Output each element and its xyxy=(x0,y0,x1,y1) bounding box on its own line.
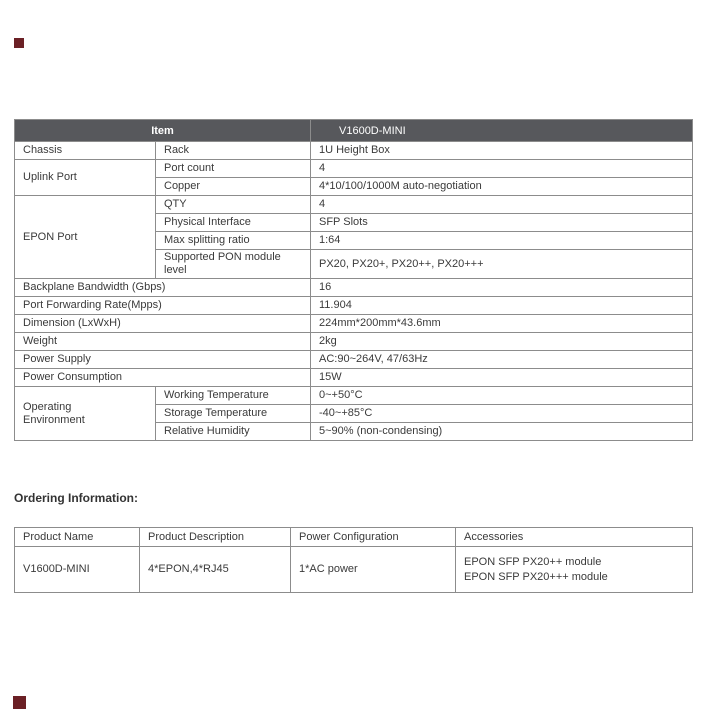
ordering-cell-accessories xyxy=(456,547,693,593)
spec-cell-category: Backplane Bandwidth (Gbps) xyxy=(15,279,311,297)
spec-cell-item: Physical Interface xyxy=(156,214,311,232)
spec-cell-value: 16 xyxy=(311,279,693,297)
ordering-table xyxy=(14,527,693,593)
ordering-header-accessories: Accessories xyxy=(456,528,693,547)
decor-mark-bottom xyxy=(13,696,26,709)
spec-cell-value: 4 xyxy=(311,196,693,214)
spec-cell-value: 5~90% (non-condensing) xyxy=(311,423,693,441)
accessory-line: EPON SFP PX20+++ module xyxy=(464,570,608,583)
spec-cell-item: QTY xyxy=(156,196,311,214)
table-row xyxy=(15,279,693,297)
spec-header-model: V1600D-MINI xyxy=(311,120,693,142)
ordering-header-product-description: Product Description xyxy=(140,528,291,547)
spec-cell-category-label: Operating Environment xyxy=(23,400,85,426)
spec-cell-value: 4 xyxy=(311,160,693,178)
table-row xyxy=(15,160,693,178)
spec-cell-value: SFP Slots xyxy=(311,214,693,232)
accessory-line: EPON SFP PX20++ module xyxy=(464,555,602,568)
spec-cell-item: Port count xyxy=(156,160,311,178)
ordering-cell-product-description: 4*EPON,4*RJ45 xyxy=(140,547,291,593)
ordering-section-title: Ordering Information: xyxy=(14,491,138,505)
spec-cell-value: 1:64 xyxy=(311,232,693,250)
spec-cell-value: AC:90~264V, 47/63Hz xyxy=(311,351,693,369)
spec-cell-value: 0~+50°C xyxy=(311,387,693,405)
spec-cell-value: 2kg xyxy=(311,333,693,351)
spec-cell-value: 4*10/100/1000M auto-negotiation xyxy=(311,178,693,196)
table-row xyxy=(15,315,693,333)
spec-cell-value: 224mm*200mm*43.6mm xyxy=(311,315,693,333)
table-row xyxy=(15,387,693,405)
spec-cell-value: -40~+85°C xyxy=(311,405,693,423)
spec-cell-item: Copper xyxy=(156,178,311,196)
spec-cell-item: Working Temperature xyxy=(156,387,311,405)
spec-cell-category xyxy=(15,387,156,441)
spec-cell-value: 11.904 xyxy=(311,297,693,315)
decor-mark-top xyxy=(14,38,24,48)
spec-cell-category: Power Consumption xyxy=(15,369,311,387)
spec-cell-category: Power Supply xyxy=(15,351,311,369)
spec-cell-value: PX20, PX20+, PX20++, PX20+++ xyxy=(311,250,693,279)
spec-cell-value: 1U Height Box xyxy=(311,142,693,160)
spec-cell-value: 15W xyxy=(311,369,693,387)
spec-table xyxy=(14,119,693,441)
ordering-header-product-name: Product Name xyxy=(15,528,140,547)
spec-header-item: Item xyxy=(15,120,311,142)
spec-header-row xyxy=(15,120,693,142)
spec-cell-category: Weight xyxy=(15,333,311,351)
table-row xyxy=(15,369,693,387)
table-row xyxy=(15,196,693,214)
spec-cell-item: Supported PON module level xyxy=(156,250,311,279)
table-row xyxy=(15,142,693,160)
spec-cell-category: Chassis xyxy=(15,142,156,160)
ordering-header-row xyxy=(15,528,693,547)
table-row xyxy=(15,351,693,369)
spec-cell-item: Relative Humidity xyxy=(156,423,311,441)
spec-cell-item: Rack xyxy=(156,142,311,160)
spec-cell-category: Dimension (LxWxH) xyxy=(15,315,311,333)
spec-cell-item: Storage Temperature xyxy=(156,405,311,423)
ordering-header-power-configuration: Power Configuration xyxy=(291,528,456,547)
ordering-cell-product-name: V1600D-MINI xyxy=(15,547,140,593)
ordering-cell-power-configuration: 1*AC power xyxy=(291,547,456,593)
spec-cell-item: Max splitting ratio xyxy=(156,232,311,250)
table-row xyxy=(15,297,693,315)
spec-cell-category: Port Forwarding Rate(Mpps) xyxy=(15,297,311,315)
table-row xyxy=(15,333,693,351)
table-row xyxy=(15,547,693,593)
spec-cell-category: EPON Port xyxy=(15,196,156,279)
spec-cell-category: Uplink Port xyxy=(15,160,156,196)
